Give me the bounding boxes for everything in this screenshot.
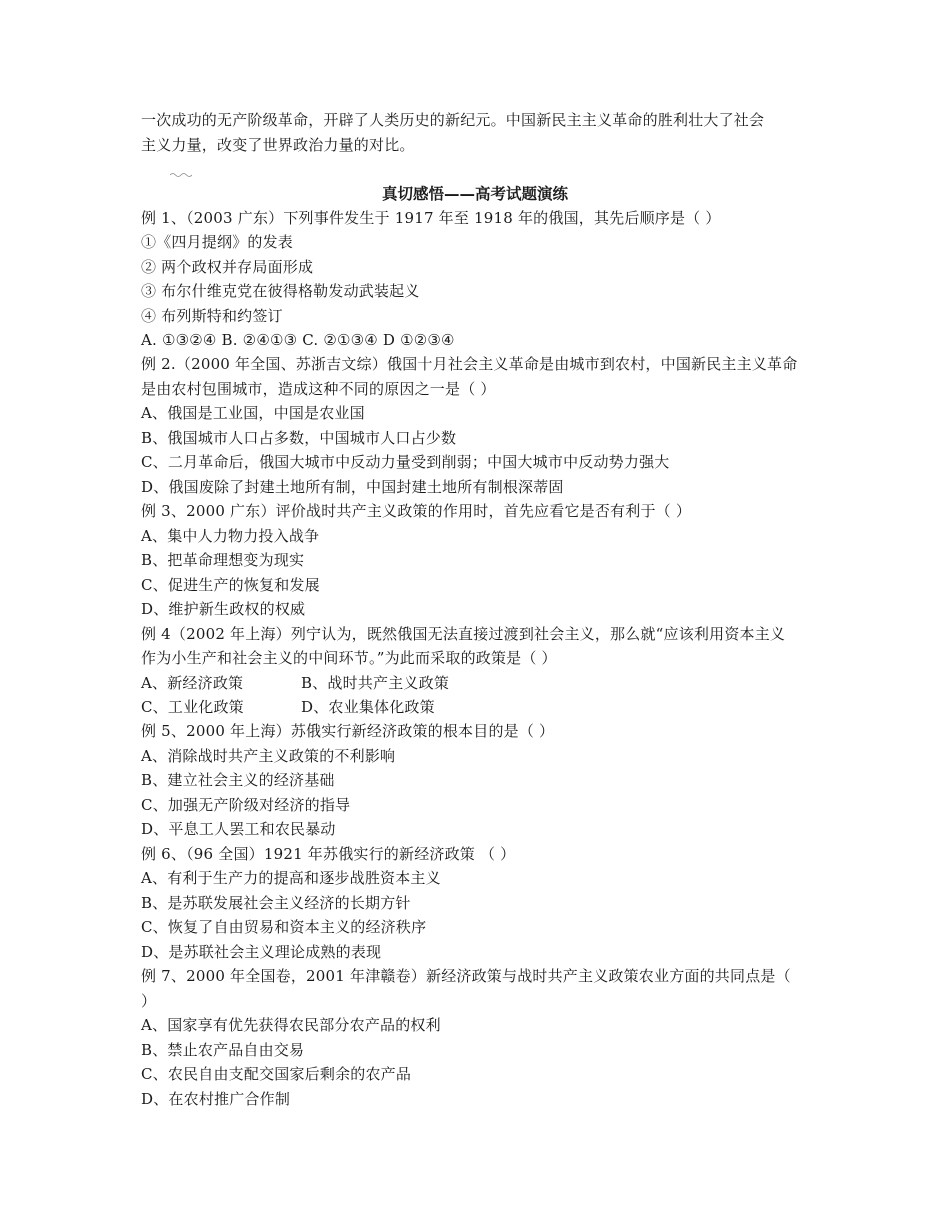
ex1-question: 例 1、（2003 广东）下列事件发生于 1917 年至 1918 年的俄国，其先后顺序是（ ） xyxy=(141,209,721,227)
ex4-question-line-1: 例 4（2002 年上海）列宁认为，既然俄国无法直接过渡到社会主义，那么就“应该利用资本主义 xyxy=(141,625,786,643)
ex2-option-a: A、俄国是工业国，中国是农业国 xyxy=(141,404,365,422)
ex1-item-2: ② 两个政权并存局面形成 xyxy=(141,258,314,276)
ex7-option-d: D、在农村推广合作制 xyxy=(141,1090,291,1108)
ex6-option-d: D、是苏联社会主义理论成熟的表现 xyxy=(141,943,382,961)
ex7-question-line-1: 例 7、2000 年全国卷，2001 年津赣卷）新经济政策与战时共产主义政策农业方面的共同点是（ xyxy=(141,967,791,985)
ex1-item-3: ③ 布尔什维克党在彼得格勒发动武装起义 xyxy=(141,282,420,300)
ex4-option-a: A、新经济政策 xyxy=(141,674,244,692)
ex6-option-c: C、恢复了自由贸易和资本主义的经济秩序 xyxy=(141,918,427,936)
ex2-question-line-2: 是由农村包围城市，造成这种不同的原因之一是（ ） xyxy=(141,380,496,398)
ex4-options-row-1 xyxy=(141,673,449,693)
intro-line-1: 一次成功的无产阶级革命，开辟了人类历史的新纪元。中国新民主主义革命的胜利壮大了社会 xyxy=(141,111,765,129)
ex7-option-b: B、禁止农产品自由交易 xyxy=(141,1041,305,1059)
ex3-question: 例 3、2000 广东）评价战时共产主义政策的作用时，首先应看它是否有利于（ ） xyxy=(141,502,692,520)
ex1-item-4: ④ 布列斯特和约签订 xyxy=(141,307,283,325)
ex7-option-c: C、农民自由支配交国家后剩余的农产品 xyxy=(141,1065,412,1083)
ex6-option-a: A、有利于生产力的提高和逐步战胜资本主义 xyxy=(141,869,441,887)
ex3-option-c: C、促进生产的恢复和发展 xyxy=(141,576,320,594)
ex5-option-a: A、消除战时共产主义政策的不利影响 xyxy=(141,747,396,765)
ex2-option-c: C、二月革命后，俄国大城市中反动力量受到削弱；中国大城市中反动势力强大 xyxy=(141,453,670,471)
ex1-item-1: ①《四月提纲》的发表 xyxy=(141,233,294,251)
ex4-option-b: B、战时共产主义政策 xyxy=(301,674,450,692)
ex1-options: A. ①③②④ B. ②④①③ C. ②①③④ D ①②③④ xyxy=(141,331,455,349)
ex2-option-b: B、俄国城市人口占多数，中国城市人口占少数 xyxy=(141,429,457,447)
intro-line-2: 主义力量，改变了世界政治力量的对比。 xyxy=(141,136,415,154)
ex7-question-line-2: ） xyxy=(141,992,157,1010)
ex2-question-line-1: 例 2.（2000 年全国、苏浙吉文综）俄国十月社会主义革命是由城市到农村，中国新民主主义革命 xyxy=(141,355,798,373)
ex5-option-b: B、建立社会主义的经济基础 xyxy=(141,771,335,789)
ex7-option-a: A、国家享有优先获得农民部分农产品的权利 xyxy=(141,1016,441,1034)
ex4-question-line-2: 作为小生产和社会主义的中间环节。”为此而采取的政策是（ ） xyxy=(141,649,557,667)
ex5-question: 例 5、2000 年上海）苏俄实行新经济政策的根本目的是（ ） xyxy=(141,722,555,740)
squiggle-mark xyxy=(170,172,192,178)
ex4-option-c: C、工业化政策 xyxy=(141,698,244,716)
ex4-option-d: D、农业集体化政策 xyxy=(301,698,435,716)
ex6-option-b: B、是苏联发展社会主义经济的长期方针 xyxy=(141,894,411,912)
ex3-option-a: A、集中人力物力投入战争 xyxy=(141,527,320,545)
ex3-option-b: B、把革命理想变为现实 xyxy=(141,551,305,569)
ex6-question: 例 6、（96 全国）1921 年苏俄实行的新经济政策 （ ） xyxy=(141,845,516,863)
ex3-option-d: D、维护新生政权的权威 xyxy=(141,600,306,618)
ex4-options-row-2 xyxy=(141,697,435,717)
section-title: 真切感悟——高考试题演练 xyxy=(381,185,568,203)
ex5-option-c: C、加强无产阶级对经济的指导 xyxy=(141,796,351,814)
ex5-option-d: D、平息工人罢工和农民暴动 xyxy=(141,820,336,838)
ex2-option-d: D、俄国废除了封建土地所有制，中国封建土地所有制根深蒂固 xyxy=(141,478,564,496)
